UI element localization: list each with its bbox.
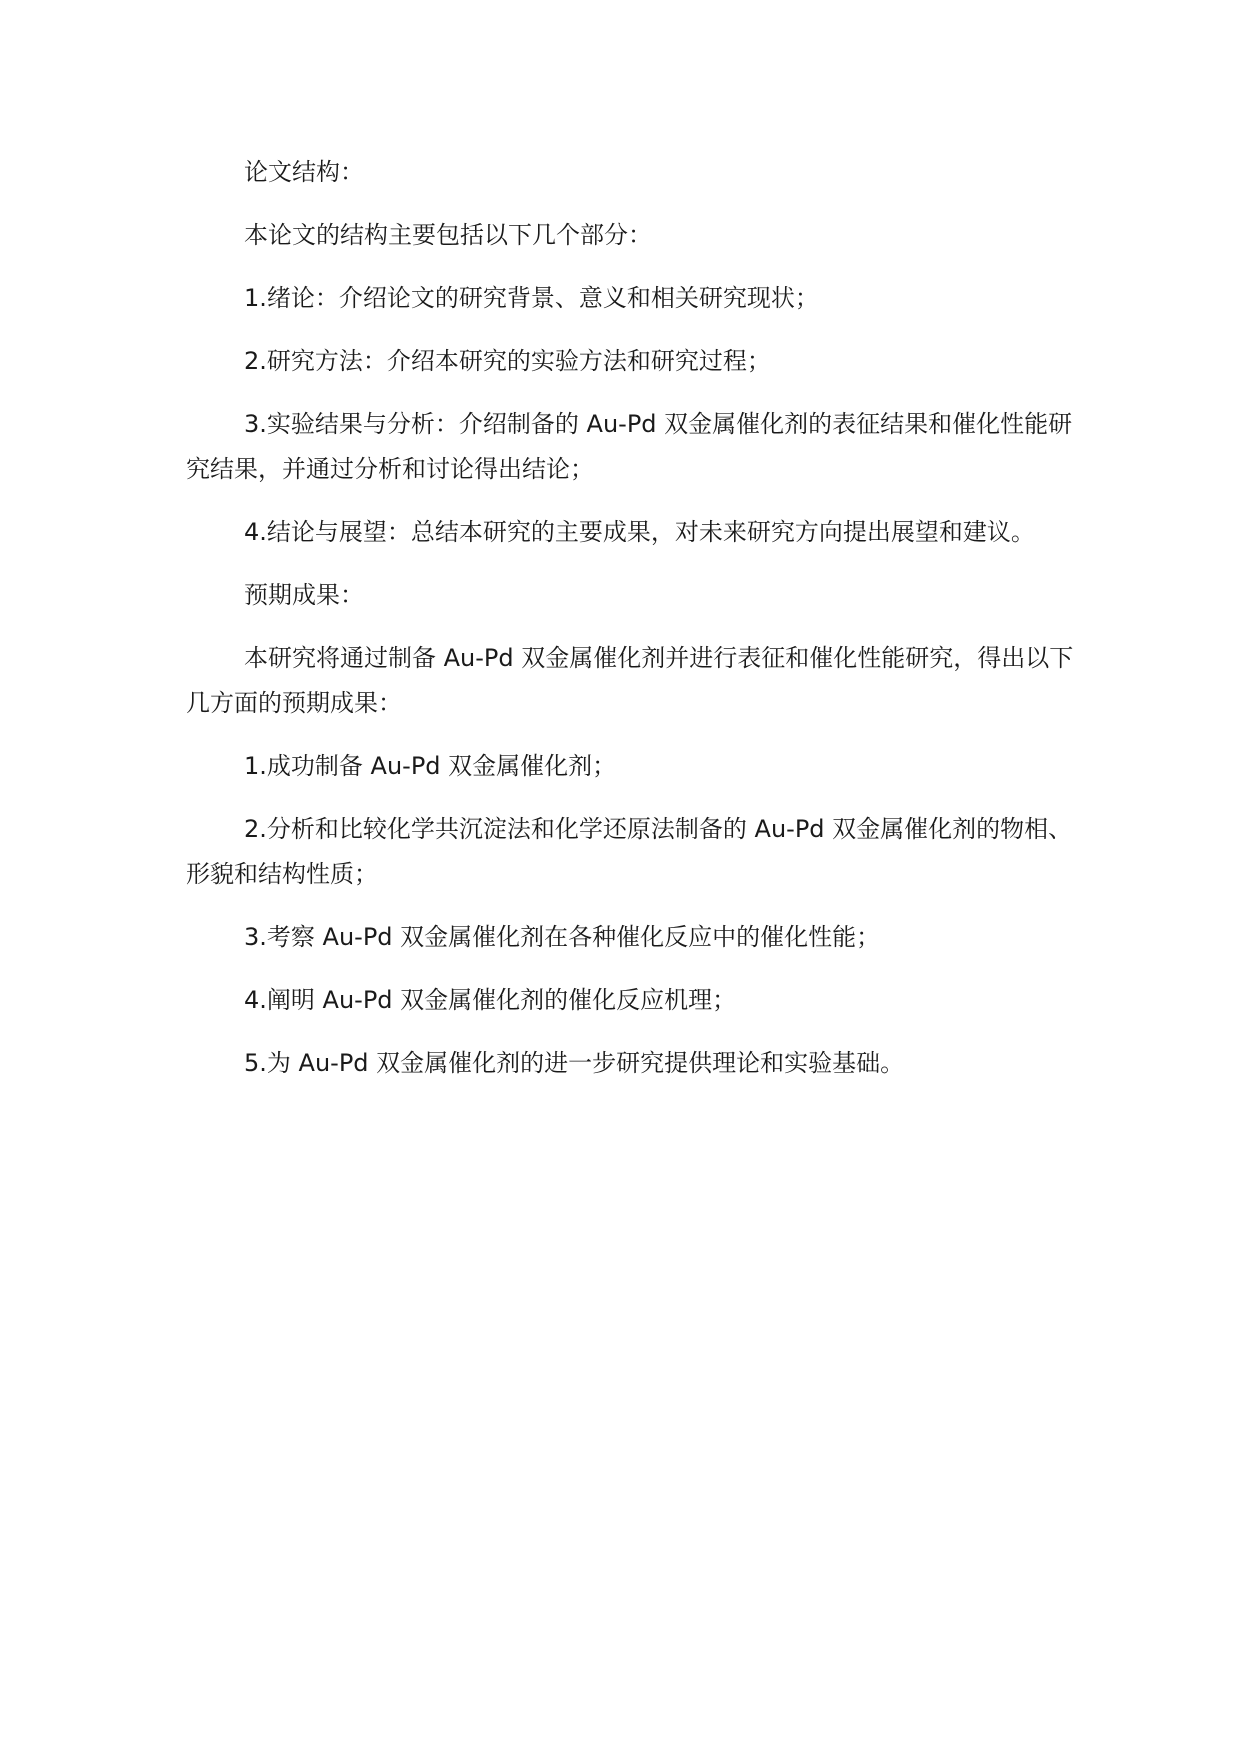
structure-item-3: 3.实验结果与分析：介绍制备的 Au-Pd 双金属催化剂的表征结果和催化性能研究结果，并通过分析和讨论得出结论； [186,410,1073,483]
expected-result-item-5: 5.为 Au-Pd 双金属催化剂的进一步研究提供理论和实验基础。 [244,1049,905,1077]
structure-intro: 本论文的结构主要包括以下几个部分： [244,221,652,249]
section-heading-expected-results: 预期成果： [244,581,364,609]
expected-result-item-3: 3.考察 Au-Pd 双金属催化剂在各种催化反应中的催化性能； [244,923,881,951]
expected-results-intro: 本研究将通过制备 Au-Pd 双金属催化剂并进行表征和催化性能研究，得出以下几方面的预期成果： [186,644,1074,717]
expected-result-item-2: 2.分析和比较化学共沉淀法和化学还原法制备的 Au-Pd 双金属催化剂的物相、形貌和结构性质； [186,815,1073,888]
document-body [186,150,1086,1104]
structure-item-1: 1.绪论：介绍论文的研究背景、意义和相关研究现状； [244,284,819,312]
expected-result-item-1: 1.成功制备 Au-Pd 双金属催化剂； [244,752,617,780]
structure-item-2: 2.研究方法：介绍本研究的实验方法和研究过程； [244,347,771,375]
section-heading-structure: 论文结构： [244,158,364,186]
structure-item-4: 4.结论与展望：总结本研究的主要成果，对未来研究方向提出展望和建议。 [244,518,1035,546]
expected-result-item-4: 4.阐明 Au-Pd 双金属催化剂的催化反应机理； [244,986,737,1014]
